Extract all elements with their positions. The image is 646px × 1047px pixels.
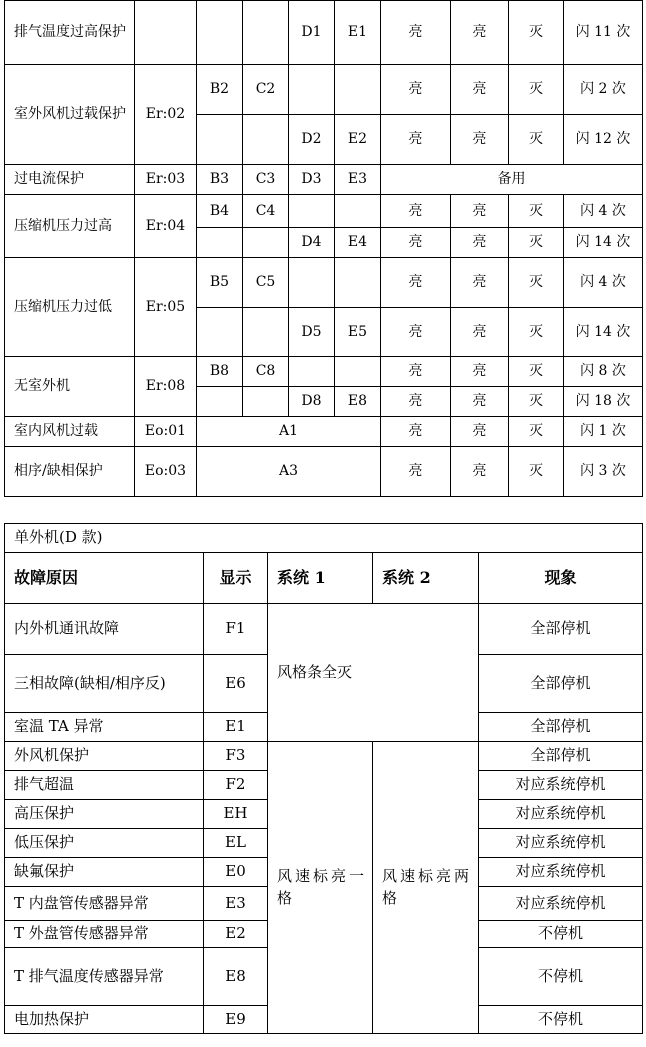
phenomenon: 全部停机 [479, 604, 643, 655]
fault-cause: 过电流保护 [5, 165, 135, 195]
light-2: 亮 [451, 357, 509, 387]
header-system-1: 系统 1 [268, 553, 373, 604]
table-row [5, 417, 643, 447]
light-1: 亮 [381, 387, 451, 417]
light-3: 灭 [509, 115, 564, 165]
code-d: D2 [289, 115, 335, 165]
light-2: 亮 [451, 308, 509, 357]
blink-count: 闪 2 次 [564, 65, 643, 115]
phenomenon: 全部停机 [479, 713, 643, 742]
table-row [5, 742, 643, 771]
light-3: 灭 [509, 357, 564, 387]
fault-cause: 低压保护 [5, 829, 204, 858]
fault-cause: 排气超温 [5, 771, 204, 800]
table-row [5, 258, 643, 308]
header-display: 显示 [204, 553, 268, 604]
blink-count: 闪 1 次 [564, 417, 643, 447]
light-2: 亮 [451, 387, 509, 417]
code-b: B8 [197, 357, 243, 387]
light-2: 亮 [451, 258, 509, 308]
system-status-all-off: 风格条全灭 [268, 604, 479, 742]
display-code: E9 [204, 1006, 268, 1034]
display-code: F3 [204, 742, 268, 771]
error-code: Er:08 [135, 357, 197, 417]
error-code: Er:03 [135, 165, 197, 195]
light-3: 灭 [509, 258, 564, 308]
display-code: F2 [204, 771, 268, 800]
phenomenon: 全部停机 [479, 655, 643, 713]
table-row [5, 1, 643, 65]
fault-cause: 电加热保护 [5, 1006, 204, 1034]
light-3: 灭 [509, 387, 564, 417]
single-outdoor-unit-fault-table [4, 523, 643, 1034]
light-1: 亮 [381, 308, 451, 357]
light-2: 亮 [451, 65, 509, 115]
fault-cause: T 排气温度传感器异常 [5, 948, 204, 1006]
table-row [5, 195, 643, 228]
code-a: A3 [197, 447, 381, 497]
code-e: E3 [335, 165, 381, 195]
code-e: E5 [335, 308, 381, 357]
light-3: 灭 [509, 228, 564, 258]
fault-cause: 外风机保护 [5, 742, 204, 771]
display-code: E3 [204, 887, 268, 921]
light-1: 亮 [381, 417, 451, 447]
fault-cause: 排气温度过高保护 [5, 1, 135, 65]
light-1: 亮 [381, 65, 451, 115]
code-b: B2 [197, 65, 243, 115]
light-3: 灭 [509, 1, 564, 65]
code-e: E8 [335, 387, 381, 417]
table-row [5, 604, 643, 655]
fault-cause: 高压保护 [5, 800, 204, 829]
fault-cause: 压缩机压力过高 [5, 195, 135, 258]
system-1-status: 风速标亮一格 [268, 742, 373, 1034]
code-c: C8 [243, 357, 289, 387]
phenomenon: 对应系统停机 [479, 858, 643, 887]
code-d: D1 [289, 1, 335, 65]
blink-count: 闪 18 次 [564, 387, 643, 417]
code-e: E2 [335, 115, 381, 165]
code-c: C2 [243, 65, 289, 115]
blink-count: 闪 14 次 [564, 308, 643, 357]
light-2: 亮 [451, 1, 509, 65]
table-row [5, 65, 643, 115]
display-code: EL [204, 829, 268, 858]
table-row [5, 357, 643, 387]
table-row [5, 165, 643, 195]
code-c: C5 [243, 258, 289, 308]
light-3: 灭 [509, 308, 564, 357]
light-2: 亮 [451, 115, 509, 165]
light-2: 亮 [451, 447, 509, 497]
light-1: 亮 [381, 357, 451, 387]
code-d: D8 [289, 387, 335, 417]
phenomenon: 全部停机 [479, 742, 643, 771]
phenomenon: 对应系统停机 [479, 800, 643, 829]
fault-cause: 压缩机压力过低 [5, 258, 135, 357]
phenomenon: 不停机 [479, 1006, 643, 1034]
fault-cause: 内外机通讯故障 [5, 604, 204, 655]
fault-cause: 室温 TA 异常 [5, 713, 204, 742]
light-1: 亮 [381, 115, 451, 165]
error-code: Er:05 [135, 258, 197, 357]
header-phenomenon: 现象 [479, 553, 643, 604]
blink-count: 闪 4 次 [564, 195, 643, 228]
error-code: Eo:01 [135, 417, 197, 447]
fault-cause: 相序/缺相保护 [5, 447, 135, 497]
code-d: D4 [289, 228, 335, 258]
code-e: E1 [335, 1, 381, 65]
error-code [135, 1, 197, 65]
blink-count: 闪 14 次 [564, 228, 643, 258]
system-2-status: 风速标亮两格 [373, 742, 479, 1034]
light-3: 灭 [509, 195, 564, 228]
light-3: 灭 [509, 447, 564, 497]
display-code: E6 [204, 655, 268, 713]
blink-count: 闪 12 次 [564, 115, 643, 165]
light-1: 亮 [381, 447, 451, 497]
light-1: 亮 [381, 1, 451, 65]
blink-count: 闪 11 次 [564, 1, 643, 65]
fault-cause: T 内盘管传感器异常 [5, 887, 204, 921]
code-c: C4 [243, 195, 289, 228]
error-code: Eo:03 [135, 447, 197, 497]
blink-count: 闪 3 次 [564, 447, 643, 497]
table-title: 单外机(D 款) [5, 524, 643, 553]
light-1: 亮 [381, 228, 451, 258]
display-code: E0 [204, 858, 268, 887]
blink-count: 闪 8 次 [564, 357, 643, 387]
code-d: D3 [289, 165, 335, 195]
light-1: 亮 [381, 195, 451, 228]
light-3: 灭 [509, 65, 564, 115]
display-code: E8 [204, 948, 268, 1006]
light-1: 亮 [381, 258, 451, 308]
phenomenon: 对应系统停机 [479, 771, 643, 800]
code-a: A1 [197, 417, 381, 447]
light-2: 亮 [451, 417, 509, 447]
code-e: E4 [335, 228, 381, 258]
fault-cause: 室外风机过载保护 [5, 65, 135, 165]
phenomenon: 对应系统停机 [479, 887, 643, 921]
phenomenon: 对应系统停机 [479, 829, 643, 858]
phenomenon: 不停机 [479, 921, 643, 948]
code-b: B4 [197, 195, 243, 228]
light-2: 亮 [451, 228, 509, 258]
fault-cause: 三相故障(缺相/相序反) [5, 655, 204, 713]
fault-code-table-continued [4, 0, 643, 497]
phenomenon: 不停机 [479, 948, 643, 1006]
table-title-row [5, 524, 643, 553]
header-cause: 故障原因 [5, 553, 204, 604]
light-2: 亮 [451, 195, 509, 228]
display-code: E2 [204, 921, 268, 948]
error-code: Er:02 [135, 65, 197, 165]
table-header-row [5, 553, 643, 604]
code-b: B3 [197, 165, 243, 195]
blink-count: 闪 4 次 [564, 258, 643, 308]
display-code: E1 [204, 713, 268, 742]
code-b: B5 [197, 258, 243, 308]
table-row [5, 447, 643, 497]
error-code: Er:04 [135, 195, 197, 258]
fault-cause: 缺氟保护 [5, 858, 204, 887]
reserved-note: 备用 [381, 165, 643, 195]
code-d: D5 [289, 308, 335, 357]
display-code: F1 [204, 604, 268, 655]
display-code: EH [204, 800, 268, 829]
fault-cause: T 外盘管传感器异常 [5, 921, 204, 948]
fault-cause: 室内风机过载 [5, 417, 135, 447]
fault-cause: 无室外机 [5, 357, 135, 417]
code-c: C3 [243, 165, 289, 195]
header-system-2: 系统 2 [373, 553, 479, 604]
light-3: 灭 [509, 417, 564, 447]
